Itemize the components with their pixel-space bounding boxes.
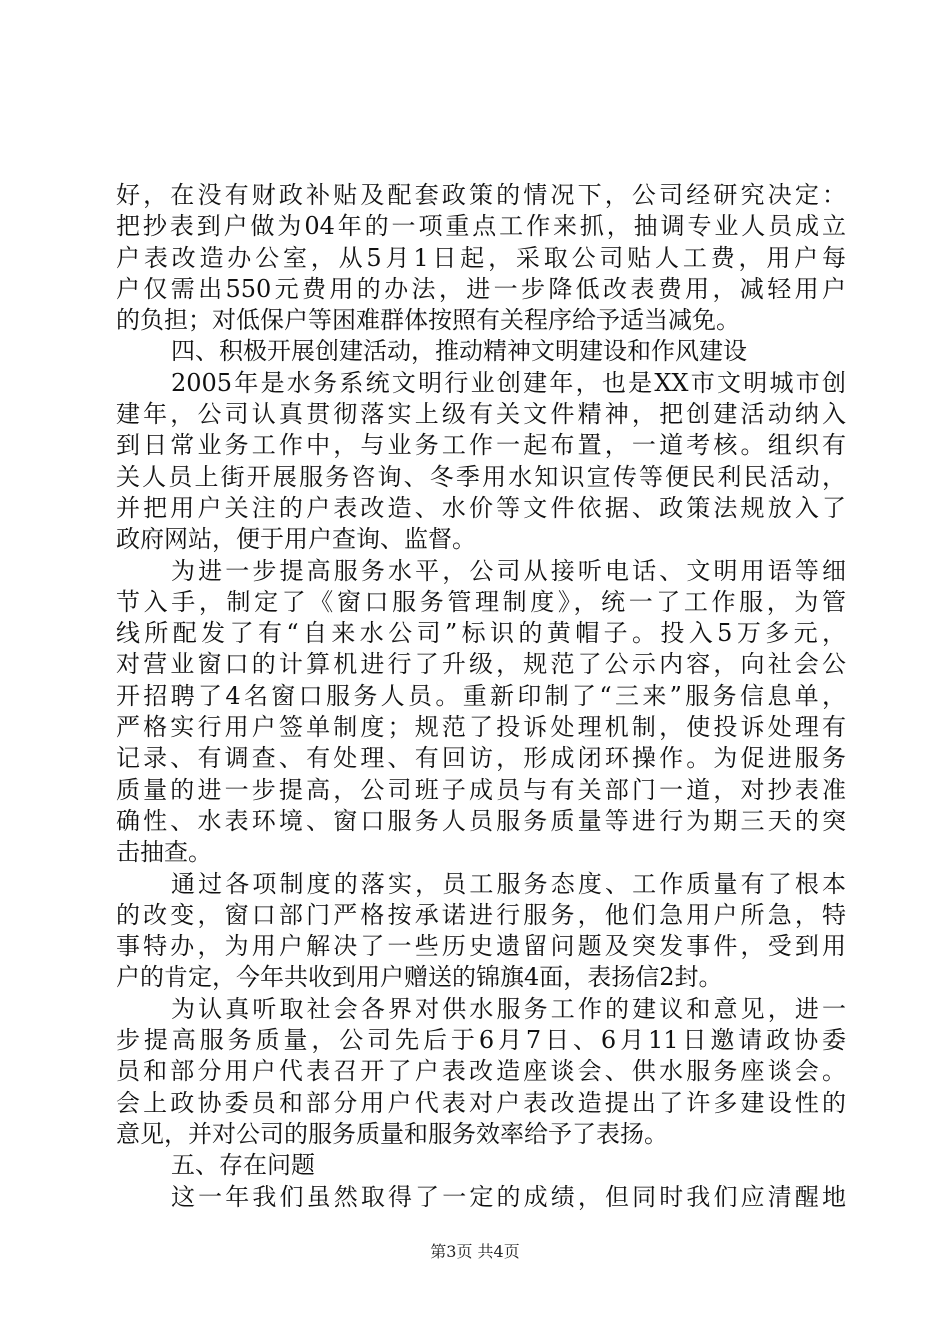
- page-number: 第3页 共4页: [430, 1242, 520, 1261]
- text-line: 的负担；对低保户等困难群体按照有关程序给予适当减免。: [116, 306, 740, 335]
- text-line: 的改变，窗口部门严格按承诺进行服务，他们急用户所急，特: [116, 900, 846, 929]
- section-heading: 四、积极开展创建活动，推动精神文明建设和作风建设: [171, 337, 747, 366]
- text-line: 意见，并对公司的服务质量和服务效率给予了表扬。: [116, 1119, 668, 1148]
- text-line: 步提高服务质量，公司先后于6月7日、6月11日邀请政协委: [116, 1026, 846, 1055]
- body-text: [116, 180, 846, 1213]
- text-line: 通过各项制度的落实，员工服务态度、工作质量有了根本: [171, 869, 846, 898]
- text-line: 政府网站，便于用户查询、监督。: [116, 525, 476, 554]
- text-line: 好，在没有财政补贴及配套政策的情况下，公司经研究决定：: [116, 181, 846, 209]
- text-line: 记录、有调查、有处理、有回访，形成闭环操作。为促进服务: [116, 744, 846, 773]
- text-line: 户的肯定，今年共收到用户赠送的锦旗4面，表扬信2封。: [116, 963, 723, 992]
- text-line: 击抽查。: [116, 838, 212, 867]
- text-line: 确性、水表环境、窗口服务人员服务质量等进行为期三天的突: [116, 806, 846, 835]
- text-line: 建年，公司认真贯彻落实上级有关文件精神，把创建活动纳入: [116, 400, 846, 429]
- text-line: 会上政协委员和部分用户代表对户表改造提出了许多建设性的: [116, 1088, 846, 1117]
- text-line: 线所配发了有“自来水公司”标识的黄帽子。投入5万多元，: [116, 619, 846, 648]
- text-line: 户仅需出550元费用的办法，进一步降低改表费用，减轻用户: [116, 274, 846, 303]
- text-line: 关人员上街开展服务咨询、冬季用水知识宣传等便民利民活动，: [116, 462, 846, 491]
- text-line: 节入手，制定了《窗口服务管理制度》，统一了工作服，为管: [116, 587, 846, 616]
- text-line: 员和部分用户代表召开了户表改造座谈会、供水服务座谈会。: [116, 1057, 846, 1086]
- text-line: 这一年我们虽然取得了一定的成绩，但同时我们应清醒地: [171, 1182, 846, 1211]
- text-line: 到日常业务工作中，与业务工作一起布置，一道考核。组织有: [116, 431, 846, 460]
- text-line: 户表改造办公室，从5月1日起，采取公司贴人工费，用户每: [116, 243, 846, 272]
- text-line: 为进一步提高服务水平，公司从接听电话、文明用语等细: [171, 556, 846, 585]
- text-line: 对营业窗口的计算机进行了升级，规范了公示内容，向社会公: [116, 650, 846, 679]
- section-heading: 五、存在问题: [171, 1151, 315, 1180]
- text-line: 事特办，为用户解决了一些历史遗留问题及突发事件，受到用: [116, 932, 846, 961]
- text-line: 开招聘了4名窗口服务人员。重新印制了“三来”服务信息单，: [116, 681, 846, 710]
- text-line: 为认真听取社会各界对供水服务工作的建议和意见，进一: [171, 994, 846, 1023]
- text-line: 质量的进一步提高，公司班子成员与有关部门一道，对抄表准: [116, 775, 846, 804]
- text-line: 2005年是水务系统文明行业创建年，也是XX市文明城市创: [171, 368, 846, 397]
- page-footer: [0, 1242, 950, 1262]
- text-line: 并把用户关注的户表改造、水价等文件依据、政策法规放入了: [116, 493, 846, 522]
- text-line: 把抄表到户做为04年的一项重点工作来抓，抽调专业人员成立: [116, 212, 846, 241]
- text-line: 严格实行用户签单制度；规范了投诉处理机制，使投诉处理有: [116, 713, 846, 742]
